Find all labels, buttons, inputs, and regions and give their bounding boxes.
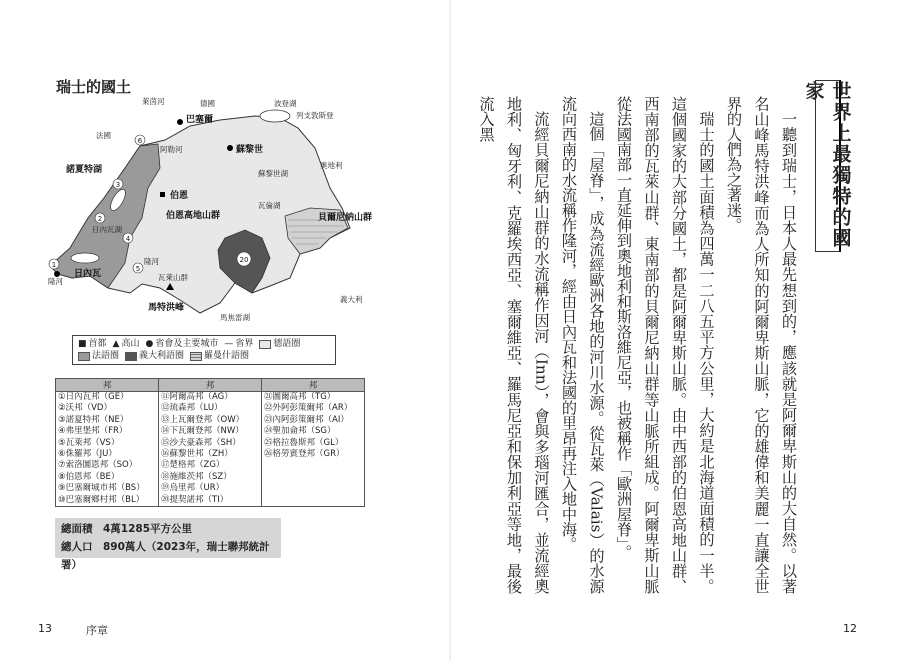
svg-text:波登湖: 波登湖 <box>274 99 297 108</box>
svg-text:瓦倫湖: 瓦倫湖 <box>258 201 281 210</box>
svg-text:伯恩: 伯恩 <box>170 191 189 201</box>
svg-text:2: 2 <box>97 215 103 223</box>
svg-text:隆河: 隆河 <box>48 277 63 286</box>
svg-text:伯恩高地山群: 伯恩高地山群 <box>166 211 221 221</box>
svg-text:日內瓦: 日內瓦 <box>74 269 102 279</box>
chapter-label: 序章 <box>86 624 108 637</box>
map-title: 瑞士的國土 <box>56 78 132 96</box>
lake-constance <box>260 110 290 122</box>
svg-text:阿勒河: 阿勒河 <box>160 145 183 154</box>
svg-text:5: 5 <box>135 265 141 273</box>
paragraph: 一聽到瑞士，日本人最先想到的，應該就是阿爾卑斯山的大自然。以著名山峰馬特洪峰而為人所知的阿爾卑斯山脈，它的雄偉和美麗一直讓全世界的人們為之著迷。 <box>725 96 798 594</box>
capital-marker <box>160 192 165 197</box>
svg-text:巴塞爾: 巴塞爾 <box>186 115 214 125</box>
svg-text:馬特洪峰: 馬特洪峰 <box>148 303 185 313</box>
svg-text:20: 20 <box>239 256 249 264</box>
svg-text:奧地利: 奧地利 <box>320 161 343 170</box>
svg-text:義大利: 義大利 <box>340 295 363 304</box>
svg-text:蘇黎世湖: 蘇黎世湖 <box>258 169 288 178</box>
paragraph: 這個「屋脊」，成為流經歐洲各地的河川水源。從瓦萊（Valais）的水源流向西南的水流稱作隆河，經由日內瓦和法國的里昂再注入地中海。 <box>560 96 606 594</box>
svg-text:馬焦雷湖: 馬焦雷湖 <box>220 313 250 322</box>
svg-text:德國: 德國 <box>200 99 215 108</box>
page-number-right: 12 <box>843 622 857 635</box>
page-number-left: 13 <box>38 622 52 635</box>
svg-text:日內瓦湖: 日內瓦湖 <box>92 225 122 234</box>
label-rhine: 萊茵河 <box>142 97 165 106</box>
paragraph: 瑞士的國土面積為四萬一二八五平方公里，大約是北海道面積的一半。這個國家的大部分國土，都是阿爾卑斯山脈。由中西部的伯恩高地山群、西南部的瓦萊山群、東南部的貝爾尼納山群等山脈所組成。阿爾卑斯山脈從法國南部一直延伸到奧地利和斯洛維尼亞，也被稱作「歐洲屋脊」。 <box>615 96 716 594</box>
svg-text:蘇黎世: 蘇黎世 <box>236 145 264 155</box>
body-text <box>477 96 802 594</box>
switzerland-map <box>30 88 390 330</box>
stats-box <box>55 518 281 571</box>
stat-area: 總面積 4萬1285平方公里 <box>61 523 193 535</box>
svg-text:瓦萊山群: 瓦萊山群 <box>158 273 188 282</box>
paragraph: 流經貝爾尼納山群的水流稱作因河（Inn），會與多瑙河匯合，並流經奧地利、匈牙利、克羅埃西亞、塞爾維亞、羅馬尼亞和保加利亞等地，最後流入黑 <box>477 96 551 594</box>
basel-marker <box>177 119 183 125</box>
canton-table: 邦 邦 邦 ①日內瓦邦（GE） ⑪阿爾高邦（AG） ㉑圖爾高邦（TG） ②沃邦（VD） ⑫琉森邦（LU） ㉒外阿彭策爾邦（AR） ③諾夏特邦（NE） ⑬上瓦爾登邦（OW） ㉓內阿彭策爾邦（AI） ④弗里堡邦（FR） ⑭下瓦爾登邦（NW） ㉔聖加侖邦（SG） ⑤瓦萊邦（VS） ⑮沙夫豪森邦（SH） ㉕格拉魯斯邦（GL） ⑥侏羅邦（JU） ⑯蘇黎世邦（ZH） ㉖格勞賓登邦（GR） ⑦索洛圖恩邦（SO） ⑰楚格邦（ZG） ⑧伯恩邦（BE） ⑱施維茨邦（SZ） ⑨巴塞爾城市邦（BS） ⑲烏里邦（UR） ⑩巴塞爾鄉村邦（BL） ⑳提契諾邦（TI） <box>55 378 365 507</box>
svg-text:列支敦斯登: 列支敦斯登 <box>296 111 334 120</box>
svg-text:貝爾尼納山群: 貝爾尼納山群 <box>318 213 373 223</box>
svg-text:隆河: 隆河 <box>144 257 159 266</box>
zurich-marker <box>227 145 233 151</box>
svg-text:諾夏特湖: 諾夏特湖 <box>66 165 103 175</box>
page-gutter <box>449 0 451 661</box>
stat-population: 總人口 890萬人（2023年，瑞士聯邦統計署） <box>61 541 270 571</box>
map-legend: ■ 首都 ▲ 高山 ● 省會及主要城市 — 省界 德語圈 法語圈 義大利語圈 羅曼什語圈 <box>72 335 336 365</box>
svg-text:法國: 法國 <box>96 131 111 140</box>
svg-text:6: 6 <box>137 137 143 145</box>
svg-text:1: 1 <box>51 261 57 269</box>
lake-geneva <box>71 253 99 263</box>
svg-text:3: 3 <box>115 181 121 189</box>
svg-text:4: 4 <box>125 235 131 243</box>
section-title: 世界上最獨特的國家 <box>815 80 841 252</box>
